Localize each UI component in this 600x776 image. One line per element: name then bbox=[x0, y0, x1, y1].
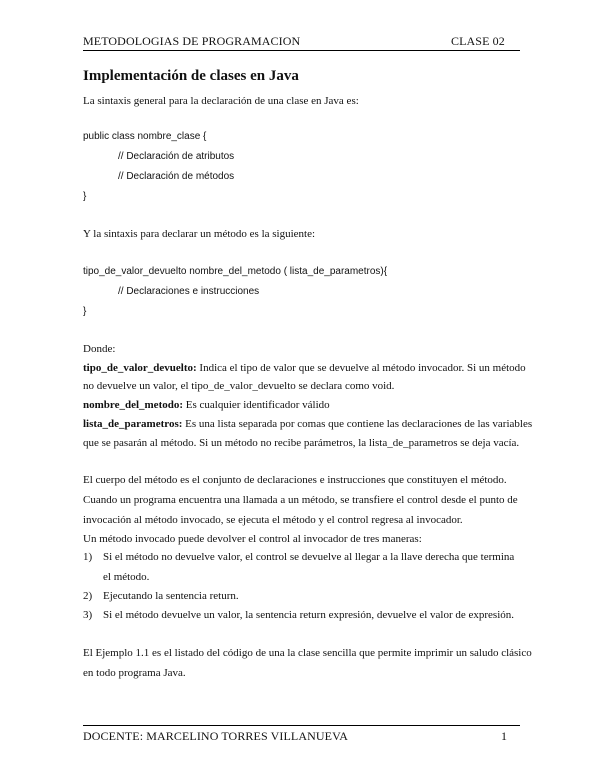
list-number-3: 3) bbox=[83, 609, 93, 621]
def-tipo-valor-term: tipo_de_valor_devuelto: bbox=[83, 362, 197, 374]
para2-line2: Cuando un programa encuentra una llamada a un método, se transfiere el control desde el punto de bbox=[83, 494, 518, 506]
para3-line1: El Ejemplo 1.1 es el listado del código de una la clase sencilla que permite imprimir un saludo clásico bbox=[83, 647, 532, 659]
def-tipo-valor bbox=[83, 362, 526, 374]
list-item-1-text: Si el método no devuelve valor, el control se devuelve al llegar a la llave derecha que termina bbox=[103, 551, 515, 563]
method-code-line2: // Declaraciones e instrucciones bbox=[118, 286, 260, 297]
list-item-2-text: Ejecutando la sentencia return. bbox=[103, 590, 239, 602]
def-tipo-valor-cont: no devuelve un valor, el tipo_de_valor_devuelto se declara como void. bbox=[83, 380, 395, 392]
def-lista-parametros-cont: que se pasarán al método. Si un método no recibe parámetros, la lista_de_parametros se deja vacía. bbox=[83, 437, 520, 449]
para2-line3: invocación al método invocado, se ejecuta el método y el control regresa al invocador. bbox=[83, 514, 463, 526]
donde-label: Donde: bbox=[83, 343, 116, 355]
list-item-1 bbox=[83, 551, 514, 563]
list-item-2 bbox=[83, 590, 239, 602]
section-title: Implementación de clases en Java bbox=[83, 68, 299, 84]
method-intro-text: Y la sintaxis para declarar un método es la siguiente: bbox=[83, 228, 316, 240]
para2-line4: Un método invocado puede devolver el control al invocador de tres maneras: bbox=[83, 533, 422, 545]
page-number: 1 bbox=[501, 729, 508, 743]
list-item-3-text: Si el método devuelve un valor, la sentencia return expresión, devuelve el valor de expresión. bbox=[103, 609, 515, 621]
def-nombre-metodo-text: Es cualquier identificador válido bbox=[183, 399, 330, 411]
def-lista-parametros-term: lista_de_parametros: bbox=[83, 418, 183, 430]
class-code-line2: // Declaración de atributos bbox=[118, 151, 235, 162]
class-code-line3: // Declaración de métodos bbox=[118, 171, 235, 182]
list-item-1-cont: el método. bbox=[103, 571, 150, 583]
def-tipo-valor-text: Indica el tipo de valor que se devuelve al método invocador. Si un método bbox=[196, 362, 526, 374]
def-nombre-metodo-term: nombre_del_metodo: bbox=[83, 399, 184, 411]
list-number-1: 1) bbox=[83, 551, 93, 563]
footer-rule bbox=[83, 725, 520, 726]
method-code-line3: } bbox=[83, 306, 87, 317]
intro-text: La sintaxis general para la declaración de una clase en Java es: bbox=[83, 95, 359, 107]
method-code-line1: tipo_de_valor_devuelto nombre_del_metodo ( lista_de_parametros){ bbox=[83, 266, 388, 277]
def-nombre-metodo bbox=[83, 399, 330, 411]
footer-teacher: DOCENTE: MARCELINO TORRES VILLANUEVA bbox=[83, 729, 349, 743]
header-title: METODOLOGIAS DE PROGRAMACION bbox=[83, 34, 301, 48]
class-code-line4: } bbox=[83, 191, 87, 202]
para3-line2: en todo programa Java. bbox=[83, 667, 186, 679]
def-lista-parametros bbox=[83, 418, 532, 430]
def-lista-parametros-text: Es una lista separada por comas que contiene las declaraciones de las variables bbox=[182, 418, 533, 430]
list-number-2: 2) bbox=[83, 590, 93, 602]
list-item-3 bbox=[83, 609, 514, 621]
header-class: CLASE 02 bbox=[451, 34, 505, 48]
para2-line1: El cuerpo del método es el conjunto de declaraciones e instrucciones que constituyen el método. bbox=[83, 474, 507, 486]
class-code-line1: public class nombre_clase { bbox=[83, 131, 207, 142]
header-rule bbox=[83, 50, 520, 51]
